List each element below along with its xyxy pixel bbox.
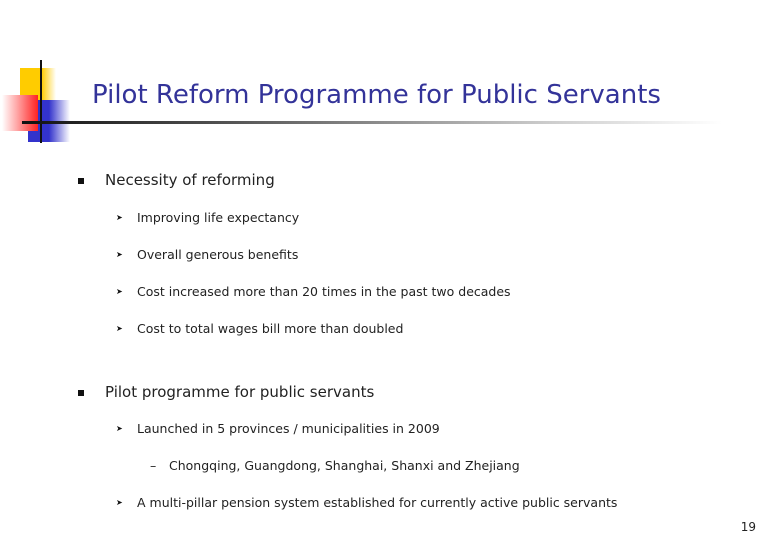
arrow-bullet-icon: ➤	[116, 287, 123, 296]
arrow-bullet-icon: ➤	[116, 250, 123, 259]
logo-vertical-line	[40, 60, 42, 143]
arrow-bullet-icon: ➤	[116, 324, 123, 333]
bullet-necessity: Necessity of reforming	[105, 171, 275, 189]
slide-title: Pilot Reform Programme for Public Servants	[92, 80, 661, 110]
sub-bullet: Overall generous benefits	[137, 247, 299, 262]
arrow-bullet-icon: ➤	[116, 424, 123, 433]
arrow-bullet-icon: ➤	[116, 498, 123, 507]
logo-red-square	[2, 95, 38, 131]
arrow-bullet-icon: ➤	[116, 213, 123, 222]
bullet-square-icon	[78, 390, 84, 396]
sub-bullet: Cost to total wages bill more than doubled	[137, 321, 404, 336]
bullet-pilot-programme: Pilot programme for public servants	[105, 383, 375, 401]
sub-bullet: Launched in 5 provinces / municipalities in 2009	[137, 421, 440, 436]
bullet-square-icon	[78, 178, 84, 184]
sub-bullet: Improving life expectancy	[137, 210, 300, 225]
title-underline	[22, 121, 722, 124]
sub-sub-bullet: Chongqing, Guangdong, Shanghai, Shanxi and Zhejiang	[169, 458, 520, 473]
sub-bullet: A multi-pillar pension system established for currently active public servants	[137, 495, 618, 510]
dash-marker: –	[150, 458, 157, 473]
page-number: 19	[740, 520, 756, 534]
sub-bullet: Cost increased more than 20 times in the past two decades	[137, 284, 511, 299]
